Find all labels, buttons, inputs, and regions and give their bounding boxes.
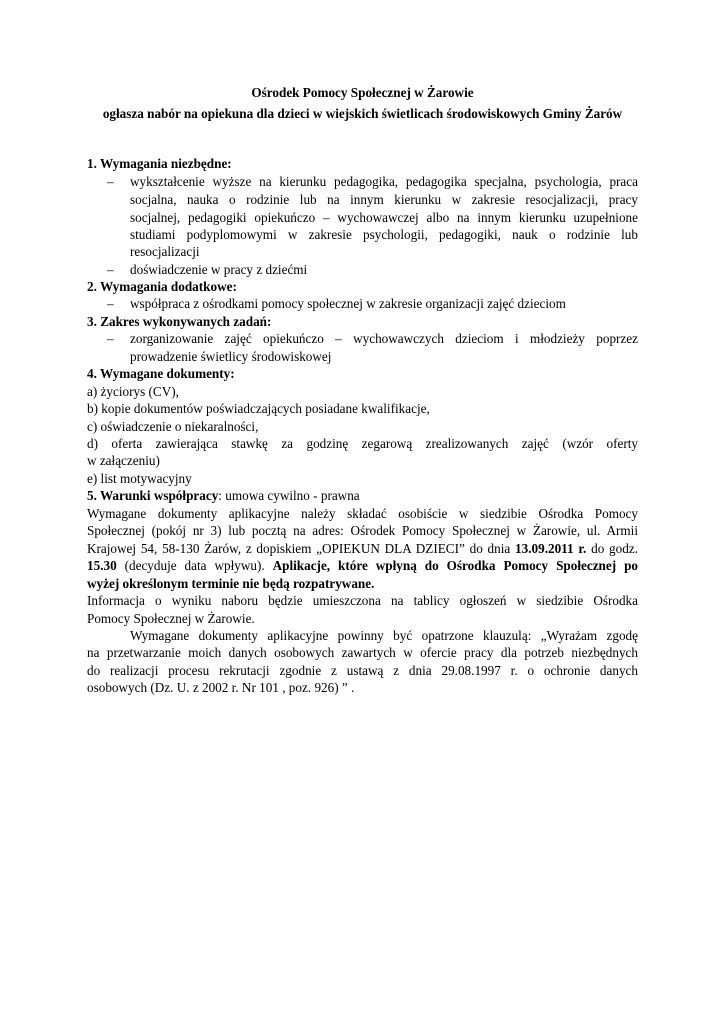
paragraph-line: na przetwarzanie moich danych osobowych zawartych w ofercie pracy dla potrzeb niezbędnych — [87, 645, 638, 660]
document-item: c) oświadczenie o niekaralności, — [87, 419, 259, 434]
s3-bullet1-line: zorganizowanie zajęć opiekuńczo – wychowawczych dzieciom i młodzieży poprzez — [130, 331, 638, 346]
document-item: e) list motywacyjny — [87, 471, 192, 486]
bullet-dash: – — [107, 174, 114, 189]
paragraph-text: do godz. — [586, 541, 638, 556]
document-item: a) życiorys (CV), — [87, 384, 179, 399]
s2-bullet1: współpraca z ośrodkami pomocy społecznej w zakresie organizacji zajęć dzieciom — [130, 296, 566, 311]
paragraph-line: Społecznej (pokój nr 3) lub pocztą na adres: Ośrodek Pomocy Społecznej w Żarowie, ul. Armii — [87, 523, 638, 538]
s1-bullet1-line: studiami podyplomowymi w zakresie psychologii, pedagogiki, nauk o rodzinie lub — [130, 227, 638, 242]
paragraph-line: Wymagane dokumenty aplikacyjne należy składać osobiście w siedzibie Ośrodka Pomocy — [87, 506, 638, 521]
deadline-time: 15.30 — [87, 558, 117, 573]
section-5-text: : umowa cywilno - prawna — [218, 488, 360, 503]
s1-bullet1-line: wykształcenie wyższe na kierunku pedagogika, pedagogika specjalna, psychologia, praca — [130, 174, 638, 189]
paragraph-text: (decyduje data wpływu). — [116, 558, 273, 573]
section-5-heading: 5. Warunki współpracy — [87, 488, 219, 503]
bullet-dash: – — [107, 296, 114, 311]
paragraph-line: osobowych (Dz. U. z 2002 r. Nr 101 , poz. 926) ” . — [87, 680, 355, 695]
section-3-heading: 3. Zakres wykonywanych zadań: — [87, 314, 272, 329]
header-title: Ośrodek Pomocy Społecznej w Żarowie — [251, 85, 474, 100]
s1-bullet1-line: socjalna, nauka o rodzinie lub na innym kierunku w zakresie resocjalizacji, pracy — [130, 192, 638, 207]
s1-bullet2: doświadczenie w pracy z dziećmi — [130, 262, 308, 277]
document-item: d) oferta zawierająca stawkę za godzinę zegarową zrealizowanych zajęć (wzór oferty — [87, 436, 638, 451]
paragraph-line — [87, 540, 638, 558]
section-1-heading: 1. Wymagania niezbędne: — [87, 156, 232, 171]
paragraph-line: do realizacji procesu rekrutacji zgodnie z ustawą z dnia 29.08.1997 r. o ochronie danych — [87, 663, 638, 678]
s3-bullet1-line: prowadzenie świetlicy środowiskowej — [130, 349, 332, 364]
document-item: w załączeniu) — [87, 453, 160, 468]
paragraph-bold: Aplikacje, które wpłyną do Ośrodka Pomocy Społecznej po — [272, 558, 639, 573]
section-5 — [87, 487, 360, 505]
s1-bullet1-line: resocjalizacji — [130, 244, 200, 259]
section-4-heading: 4. Wymagane dokumenty: — [87, 366, 235, 381]
paragraph-line: wyżej określonym terminie nie będą rozpatrywane. — [87, 576, 375, 591]
paragraph-line: Wymagane dokumenty aplikacyjne powinny być opatrzone klauzulą: „Wyrażam zgodę — [130, 628, 638, 643]
paragraph-line: Pomocy Społecznej w Żarowie. — [87, 611, 255, 626]
document-item: b) kopie dokumentów poświadczających posiadane kwalifikacje, — [87, 401, 430, 416]
bullet-dash: – — [107, 262, 114, 277]
header-subtitle: ogłasza nabór na opiekuna dla dzieci w wiejskich świetlicach środowiskowych Gminy Żarów — [102, 106, 623, 121]
s1-bullet1-line: socjalnej, pedagogiki opiekuńczo – wychowawczej albo na innym kierunku uzupełnione — [130, 210, 638, 225]
paragraph-line: Informacja o wyniku naboru będzie umieszczona na tablicy ogłoszeń w siedzibie Ośrodka — [87, 593, 638, 608]
bullet-dash: – — [107, 331, 114, 346]
paragraph-line — [87, 557, 638, 575]
section-2-heading: 2. Wymagania dodatkowe: — [87, 279, 237, 294]
deadline-date: 13.09.2011 r. — [515, 541, 587, 556]
paragraph-text: Krajowej 54, 58-130 Żarów, z dopiskiem „OPIEKUN DLA DZIECI” do dnia — [87, 541, 516, 556]
